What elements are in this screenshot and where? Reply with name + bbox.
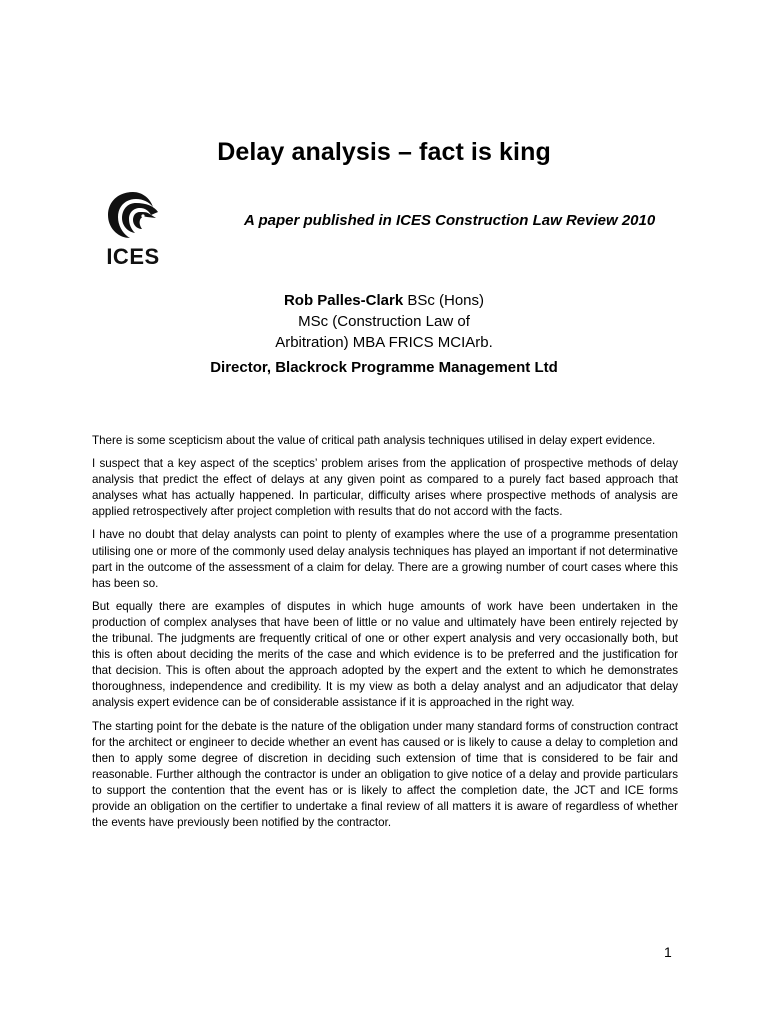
page-number: 1 — [664, 944, 672, 960]
author-position: Director, Blackrock Programme Management Ltd — [210, 359, 558, 376]
document-title: Delay analysis – fact is king — [217, 138, 551, 166]
body-text — [92, 433, 678, 838]
eagle-icon — [100, 188, 166, 244]
author-block — [0, 290, 768, 353]
author-line-2: MSc (Construction Law of — [298, 313, 470, 330]
logo-text: ICES — [106, 244, 160, 269]
paragraph: But equally there are examples of disputes in which huge amounts of work have been undertaken in the production of complex analyses that have been of little or no value and ultimately have been entirely rejected by the tribunal. The judgments are frequently critical of one or other expert analysis and very occasionally both, but this is often about deciding the merits of the case and which evidence is to be preferred and the justification for that decision. This is often about the approach adopted by the expert and the extent to which he demonstrates thoroughness, independence and credibility. It is my view as both a delay analyst and an adjudicator that delay analysis expert evidence can be of considerable assistance if it is approached in the right way. — [92, 599, 678, 710]
document-subtitle: A paper published in ICES Construction Law Review 2010 — [244, 212, 656, 229]
paragraph: There is some scepticism about the value of critical path analysis techniques utilised in delay expert evidence. — [92, 434, 656, 447]
paragraph: The starting point for the debate is the nature of the obligation under many standard forms of construction contract for the architect or engineer to decide whether an event has caused or is likely to cause a delay to completion and then to apply some degree of discretion in deciding such extension of time that is considered to be fair and reasonable. Further although the contractor is under an obligation to give notice of a delay and provide particulars to support the contention that the event has or is likely to affect the completion date, the JCT and ICE forms provide an obligation on the certifier to undertake a final review of all matters it is aware of regardless of whether the events have previously been notified by the contractor. — [92, 719, 678, 830]
author-name: Rob Palles-Clark — [283, 292, 404, 309]
author-qualifications: BSc (Hons) — [403, 292, 485, 309]
author-line-1 — [0, 290, 768, 311]
paragraph: I have no doubt that delay analysts can point to plenty of examples where the use of a programme presentation utilising one or more of the commonly used delay analysis techniques has played an important if not determinative part in the outcome of the assessment of a claim for delay. There are a growing number of court cases where this has been so. — [92, 528, 678, 590]
author-line-3: Arbitration) MBA FRICS MCIArb. — [275, 334, 493, 351]
paragraph: I suspect that a key aspect of the sceptics’ problem arises from the application of prospective methods of delay analysis that predict the effect of delays at any given point as compared to a purely fact based approach that analyses what has actually happened. In particular, difficulty arises where prospective methods of analysis are applied retrospectively after project completion with results that do not accord with the facts. — [92, 457, 678, 519]
